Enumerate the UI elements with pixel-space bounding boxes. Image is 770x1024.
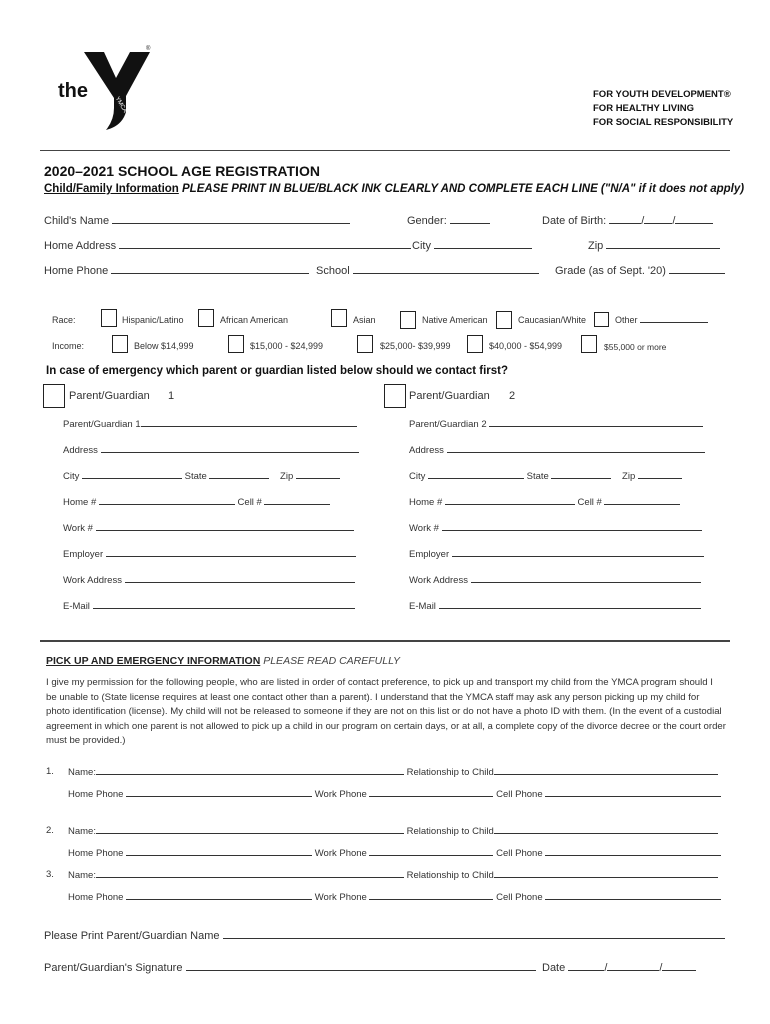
g2-state-label: State [526, 471, 549, 482]
header-divider [40, 150, 730, 151]
contact-1-home-field[interactable] [126, 788, 312, 797]
g1-zip-field[interactable] [296, 470, 340, 479]
g2-employer-row [409, 548, 704, 560]
g2-zip-label: Zip [622, 471, 636, 482]
date-label: Date [542, 962, 566, 974]
contact-3-relationship-label: Relationship to Child [406, 870, 494, 881]
city-label: City [412, 240, 431, 252]
g1-work-row [63, 522, 354, 534]
contact-2-cell-field[interactable] [545, 847, 721, 856]
home-phone-label: Home Phone [44, 265, 109, 277]
date-month-field[interactable] [568, 962, 604, 971]
gender-label: Gender: [407, 215, 447, 227]
g1-home-field[interactable] [99, 496, 235, 505]
income-25k-40k-label: $25,000- $39,999 [380, 341, 451, 351]
contact-3-work-label: Work Phone [314, 892, 367, 903]
g2-state-field[interactable] [551, 470, 611, 479]
income-55k-plus-label: $55,000 or more [604, 342, 667, 352]
home-address-field[interactable] [119, 240, 411, 249]
contact-1-phone-row [68, 788, 721, 800]
guardian-1-choice-number: 1 [168, 390, 175, 402]
contact-3-work-field[interactable] [369, 891, 493, 900]
g1-employer-label: Employer [63, 549, 104, 560]
gender-row [407, 215, 490, 227]
g2-work-row [409, 522, 702, 534]
g1-employer-row [63, 548, 356, 560]
tagline-1: FOR YOUTH DEVELOPMENT® [593, 89, 731, 100]
g1-name-row [63, 418, 357, 430]
tagline-2: FOR HEALTHY LIVING [593, 103, 694, 114]
g1-city-label: City [63, 471, 80, 482]
race-label: Race: [52, 315, 76, 325]
g2-address-row [409, 444, 705, 456]
zip-row [588, 240, 720, 252]
child-name-label: Child's Name [44, 215, 110, 227]
g2-work-field[interactable] [442, 522, 702, 531]
contact-2-home-label: Home Phone [68, 848, 124, 859]
contact-1-cell-label: Cell Phone [496, 789, 543, 800]
logo-ymca-text: YMCA [113, 95, 128, 115]
g1-cell-label: Cell # [237, 497, 262, 508]
subtitle-italic: PLEASE PRINT IN BLUE/BLACK INK CLEARLY AND COMPLETE EACH LINE ("N/A" if it does not apply) [182, 183, 745, 195]
school-field[interactable] [353, 265, 539, 274]
contact-2-name-label: Name: [68, 826, 96, 837]
g1-city-row [63, 470, 340, 482]
g2-name-row [409, 418, 703, 430]
g1-name-field[interactable] [141, 418, 357, 427]
tagline-3: FOR SOCIAL RESPONSIBILITY [593, 117, 734, 128]
g1-phone-row [63, 496, 330, 508]
contact-1-name-label: Name: [68, 767, 96, 778]
income-25k-40k-checkbox[interactable] [357, 335, 373, 353]
g2-home-field[interactable] [445, 496, 575, 505]
income-below-15k-label: Below $14,999 [134, 341, 194, 351]
g1-address-row [63, 444, 359, 456]
contact-1-name-field[interactable] [96, 766, 404, 775]
city-field[interactable] [434, 240, 532, 249]
race-native-american-checkbox[interactable] [400, 311, 416, 329]
dob-label: Date of Birth: [542, 215, 607, 227]
g1-cell-field[interactable] [264, 496, 330, 505]
race-african-american-label: African American [220, 315, 289, 325]
income-label: Income: [52, 341, 85, 351]
g1-address-label: Address [63, 445, 98, 456]
zip-label: Zip [588, 240, 604, 252]
income-15k-25k-checkbox[interactable] [228, 335, 244, 353]
g1-employer-field[interactable] [106, 548, 356, 557]
g1-state-field[interactable] [209, 470, 269, 479]
home-phone-row [44, 265, 309, 277]
section-subtitle [44, 183, 744, 195]
print-name-field[interactable] [223, 930, 725, 939]
g2-work-address-label: Work Address [409, 575, 468, 586]
pickup-paragraph: I give my permission for the following people, who are listed in order of contact preference, to pick up and transport my child from the YMCA program should I be unable to (State license requires at least one contact other than a parent). I understand that the YMCA staff may ask any person picking up my child for photo identification (license). My child will not be released to someone if they are not on this list or do not have a photo ID with them. (In the event of a custodial agreement in which one parent is not allowed to pick up a child in our program on certain days, or at all, a complete copy of the divorce decree or the court order must be provided.) [46, 677, 726, 747]
g2-cell-label: Cell # [577, 497, 602, 508]
g2-address-label: Address [409, 445, 444, 456]
g1-email-field[interactable] [93, 600, 355, 609]
race-other-label: Other [615, 315, 638, 325]
contact-3-phone-row [68, 891, 721, 903]
school-label: School [316, 265, 350, 277]
race-native-american-label: Native American [422, 315, 488, 325]
g1-home-label: Home # [63, 497, 97, 508]
g1-work-address-label: Work Address [63, 575, 122, 586]
dob-row: Date of Birth: / / [542, 215, 713, 227]
race-hispanic-label: Hispanic/Latino [122, 315, 184, 325]
guardian-1-choice-label: Parent/Guardian [69, 390, 150, 402]
zip-field[interactable] [606, 240, 720, 249]
contact-2-home-field[interactable] [126, 847, 312, 856]
g2-phone-row [409, 496, 680, 508]
contact-2-phone-row [68, 847, 721, 859]
income-below-15k-checkbox[interactable] [112, 335, 128, 353]
contact-3-name-label: Name: [68, 870, 96, 881]
g2-city-field[interactable] [428, 470, 524, 479]
contact-3-name-field[interactable] [96, 869, 404, 878]
contact-2-relationship-field[interactable] [494, 825, 718, 834]
signature-row [44, 962, 536, 974]
contact-3-home-field[interactable] [126, 891, 312, 900]
contact-1-relationship-label: Relationship to Child [406, 767, 494, 778]
contact-2-work-field[interactable] [369, 847, 493, 856]
pickup-heading-italic: PLEASE READ CAREFULLY [263, 655, 400, 667]
signature-label: Parent/Guardian's Signature [44, 962, 183, 974]
g1-state-label: State [184, 471, 207, 482]
page-title: 2020–2021 SCHOOL AGE REGISTRATION [44, 163, 320, 179]
race-caucasian-checkbox[interactable] [496, 311, 512, 329]
emergency-question: In case of emergency which parent or guardian listed below should we contact first? [46, 365, 509, 377]
race-caucasian-label: Caucasian/White [518, 315, 587, 325]
g2-home-label: Home # [409, 497, 443, 508]
signature-field[interactable] [186, 962, 536, 971]
dob-year-field[interactable] [675, 215, 713, 224]
contact-2-name-row [68, 825, 718, 837]
home-phone-field[interactable] [111, 265, 309, 274]
race-african-american-checkbox[interactable] [198, 309, 214, 327]
guardian-2-choice-label: Parent/Guardian [409, 390, 490, 402]
dob-month-field[interactable] [609, 215, 641, 224]
contact-2-number: 2. [46, 825, 54, 836]
contact-1-relationship-field[interactable] [494, 766, 718, 775]
g2-employer-label: Employer [409, 549, 450, 560]
home-address-label: Home Address [44, 240, 117, 252]
contact-3-name-row [68, 869, 718, 881]
date-year-field[interactable] [662, 962, 696, 971]
race-hispanic-checkbox[interactable] [101, 309, 117, 327]
date-row: Date / / [542, 962, 696, 974]
logo-the-text: the [58, 80, 88, 102]
income-55k-plus-checkbox[interactable] [581, 335, 597, 353]
city-row [412, 240, 532, 252]
contact-2-work-label: Work Phone [314, 848, 367, 859]
ymca-logo [50, 40, 160, 135]
g1-zip-label: Zip [280, 471, 294, 482]
grade-label: Grade (as of Sept. '20) [555, 265, 666, 277]
g2-work-label: Work # [409, 523, 439, 534]
g1-email-label: E-Mail [63, 601, 90, 612]
gender-field[interactable] [450, 215, 490, 224]
contact-1-cell-field[interactable] [545, 788, 721, 797]
pickup-heading-bold: PICK UP AND EMERGENCY INFORMATION [46, 655, 261, 667]
pickup-divider [40, 640, 730, 642]
race-asian-label: Asian [353, 315, 376, 325]
contact-1-home-label: Home Phone [68, 789, 124, 800]
contact-1-work-label: Work Phone [314, 789, 367, 800]
g2-email-row [409, 600, 701, 612]
g1-name-label: Parent/Guardian 1 [63, 419, 141, 430]
g2-name-label: Parent/Guardian 2 [409, 419, 487, 430]
race-other-checkbox[interactable] [594, 312, 609, 327]
g2-cell-field[interactable] [604, 496, 680, 505]
guardian-1-checkbox[interactable] [43, 384, 65, 408]
race-other-field[interactable] [640, 315, 708, 323]
g1-work-address-field[interactable] [125, 574, 355, 583]
guardian-2-checkbox[interactable] [384, 384, 406, 408]
g2-email-field[interactable] [439, 600, 701, 609]
contact-3-cell-label: Cell Phone [496, 892, 543, 903]
contact-1-number: 1. [46, 766, 54, 777]
school-row [316, 265, 539, 277]
g1-work-field[interactable] [96, 522, 354, 531]
taglines [593, 88, 733, 130]
subtitle-underlined: Child/Family Information [44, 183, 179, 195]
child-name-row [44, 215, 350, 227]
pickup-heading [46, 655, 400, 667]
contact-3-number: 3. [46, 869, 54, 880]
print-name-label: Please Print Parent/Guardian Name [44, 930, 220, 942]
g2-employer-field[interactable] [452, 548, 704, 557]
contact-3-home-label: Home Phone [68, 892, 124, 903]
contact-3-relationship-field[interactable] [494, 869, 718, 878]
g1-work-address-row [63, 574, 355, 586]
dob-day-field[interactable] [644, 215, 672, 224]
race-asian-checkbox[interactable] [331, 309, 347, 327]
y-logo-icon [78, 40, 158, 132]
guardian-2-choice-number: 2 [509, 390, 516, 402]
child-name-field[interactable] [112, 215, 350, 224]
g2-city-row [409, 470, 682, 482]
g2-work-address-row [409, 574, 701, 586]
contact-2-cell-label: Cell Phone [496, 848, 543, 859]
g2-work-address-field[interactable] [471, 574, 701, 583]
g2-city-label: City [409, 471, 426, 482]
g2-email-label: E-Mail [409, 601, 436, 612]
contact-2-relationship-label: Relationship to Child [406, 826, 494, 837]
g2-address-field[interactable] [447, 444, 705, 453]
date-day-field[interactable] [607, 962, 659, 971]
contact-1-name-row [68, 766, 718, 778]
grade-field[interactable] [669, 265, 725, 274]
contact-3-cell-field[interactable] [545, 891, 721, 900]
g1-email-row [63, 600, 355, 612]
income-40k-55k-checkbox[interactable] [467, 335, 483, 353]
g2-zip-field[interactable] [638, 470, 682, 479]
contact-2-name-field[interactable] [96, 825, 404, 834]
g1-city-field[interactable] [82, 470, 182, 479]
income-40k-55k-label: $40,000 - $54,999 [489, 341, 563, 351]
logo-registered-mark: ® [146, 46, 151, 52]
contact-1-work-field[interactable] [369, 788, 493, 797]
print-name-row [44, 930, 725, 942]
income-15k-25k-label: $15,000 - $24,999 [250, 341, 324, 351]
grade-row [555, 265, 725, 277]
g1-work-label: Work # [63, 523, 93, 534]
home-address-row [44, 240, 411, 252]
g1-address-field[interactable] [101, 444, 359, 453]
race-other-row [615, 315, 708, 325]
g2-name-field[interactable] [489, 418, 703, 427]
